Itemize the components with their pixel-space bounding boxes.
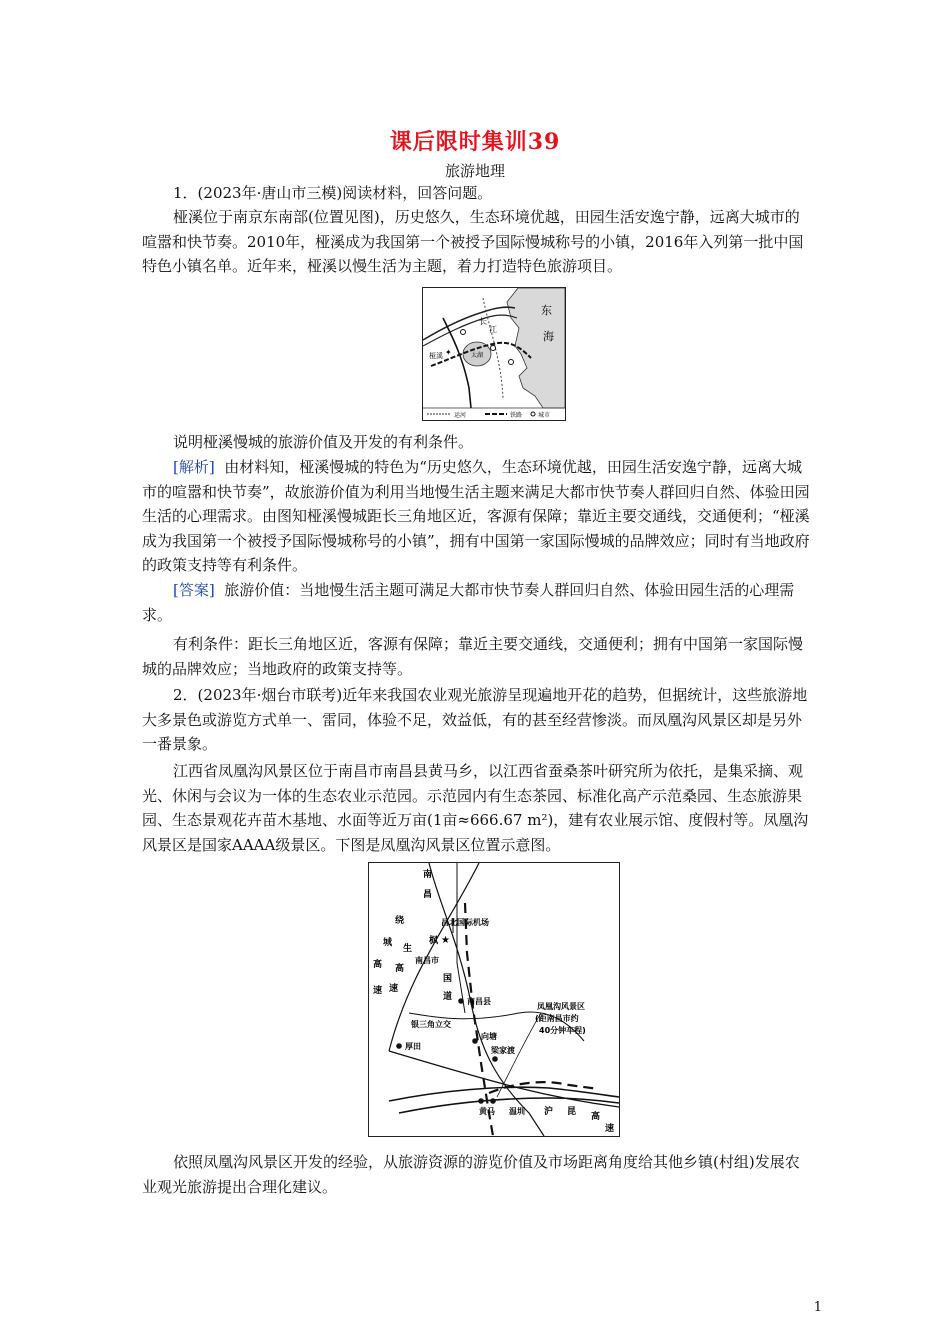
highway-char: 生 (403, 944, 413, 954)
yaxi-star-icon: ✦ (445, 348, 452, 357)
label-river-2: 江 (489, 325, 497, 334)
q1-answer-1: 旅游价值：当地慢生活主题可满足大都市快节奏人群回归自然、体验田园生活的心理需求。 (142, 581, 795, 624)
railway-line-2 (443, 318, 471, 408)
label-houtian: 厚田 (405, 1042, 421, 1051)
label-nanchang-city: 南昌市 (415, 956, 439, 965)
label-lake: 太湖 (471, 352, 484, 359)
q1-question: 说明桠溪慢城的旅游价值及开发的有利条件。 (173, 433, 474, 451)
label-scenic-3: 40分钟车程) (539, 1026, 586, 1035)
hukun-char: 昆 (567, 1107, 577, 1117)
q1-answer-block (142, 578, 810, 627)
ring-road-char: 速 (373, 986, 383, 996)
label-scenic-2: (距南昌市约 (535, 1014, 579, 1023)
hukun-char: 速 (605, 1124, 615, 1134)
ring-road-char: 南 (423, 870, 433, 880)
q2-material: 江西省凤凰沟风景区位于南昌市南昌县黄马乡，以江西省蚕桑茶叶研究所为依托，是集采摘、观光、休闲与会议为一体的生态农业示范园。示范园内有生态茶园、标准化高产示范桑园、生态旅游果园、生态景观花卉苗木基地、水面等近万亩(1亩≈666.67 m²)，建有农业展示馆、度假村等。凤凰沟风景区是国家AAAA级景区。下图是凤凰沟风景区位置示意图。 (142, 762, 809, 854)
scenic-leader-line (497, 1013, 541, 1097)
label-river-1: 长 (479, 317, 487, 326)
label-xiangtang: 向塘 (481, 1032, 497, 1041)
legend-city: 城市 (538, 412, 551, 419)
ring-road-char: 绕 (395, 916, 405, 926)
yaxi-location-map (422, 287, 566, 421)
label-airport: 昌北国际机场 (441, 918, 489, 927)
yaxi-map-svg (423, 288, 565, 420)
hukun-char: 沪 (544, 1107, 554, 1117)
answer-tag: [答案] (173, 581, 215, 599)
east-sea-area (507, 288, 565, 408)
q2-question: 依照凤凰沟风景区开发的经验，从旅游资源的游览价值及市场距离角度给其他乡镇(村组)发展农业观光旅游提出合理化建议。 (142, 1153, 800, 1196)
scenic-point (490, 1098, 496, 1104)
ring-road-char: 城 (383, 938, 393, 948)
label-huangma: 黄马 (479, 1107, 495, 1116)
nanchang-county-point (458, 998, 464, 1004)
huangma-point (478, 1098, 484, 1104)
label-wenxun: 温圳 (509, 1107, 525, 1116)
airport-star-icon: ★ (441, 935, 450, 946)
highway-char: 速 (389, 984, 399, 994)
national-road-char: 道 (443, 992, 453, 1002)
q1-answer-2: 有利条件：距长三角地区近，客源有保障；靠近主要交通线，交通便利；拥有中国第一家国际慢城的品牌效应；当地政府的政策支持等。 (142, 635, 804, 678)
ring-road-char: 高 (373, 960, 383, 970)
page-number: 1 (813, 1300, 822, 1315)
q2-stem: 2．(2023年·烟台市联考)近年来我国农业观光旅游呈现遍地开花的趋势，但据统计，这些旅游地大多景色或游览方式单一、雷同，体验不足，效益低，有的甚至经营惨淡。而凤凰沟风景区却是另外一番景象。 (142, 686, 808, 753)
liangjiadu-point (492, 1056, 498, 1062)
fenghuanggou-location-map (368, 862, 620, 1137)
legend-rail: 铁路 (510, 412, 523, 419)
national-road-char: 国 (443, 974, 453, 984)
label-yaxi: 桠溪 (429, 352, 443, 360)
highway-char: 高 (395, 964, 405, 974)
label-nanchang-county: 南昌县 (467, 997, 491, 1006)
label-scenic-1: 凤凰沟风景区 (537, 1002, 585, 1011)
hukun-char: 高 (591, 1112, 601, 1122)
analysis-tag: [解析] (173, 458, 215, 476)
label-east-2: 海 (543, 330, 554, 343)
page-title: 课后限时集训39 (389, 129, 561, 155)
fenghuanggou-map-svg (369, 863, 619, 1136)
q1-analysis-block (142, 455, 810, 578)
label-feng: 枫 (429, 936, 439, 946)
city-marker (461, 330, 466, 335)
q1-material: 桠溪位于南京东南部(位置见图)，历史悠久，生态环境优越，田园生活安逸宁静，远离大城市的喧嚣和快节奏。2010年，桠溪成为我国第一个被授予国际慢城称号的小镇，2016年入列第一批中国特色小镇名单。近年来，桠溪以慢生活为主题，着力打造特色旅游项目。 (142, 208, 804, 275)
label-interchange: 银三角立交 (411, 1020, 451, 1029)
yangtze-river-bank (423, 315, 517, 346)
q1-analysis: 由材料知，桠溪慢城的特色为“历史悠久，生态环境优越，田园生活安逸宁静，远离大城市的喧嚣和快节奏”，故旅游价值为利用当地慢生活主题来满足大都市快节奏人群回归自然、体验田园生活的心理需求。由图知桠溪慢城距长三角地区近，客源有保障；靠近主要交通线，交通便利；“桠溪成为我国第一个被授予国际慢城称号的小镇”，拥有中国第一家国际慢城的品牌效应；同时有当地政府的政策支持等有利条件。 (142, 458, 810, 574)
xiangtang-point (472, 1038, 478, 1044)
city-marker (491, 346, 496, 351)
label-east-1: 东 (541, 304, 552, 317)
national-road-line (457, 863, 465, 1013)
city-marker (509, 360, 514, 365)
page-subtitle: 旅游地理 (444, 162, 505, 180)
houtian-point (396, 1043, 402, 1049)
ring-road-char: 昌 (423, 890, 433, 900)
label-liangjiadu: 梁家渡 (491, 1046, 515, 1055)
legend-canal: 运河 (454, 412, 467, 419)
q1-stem: 1．(2023年·唐山市三模)阅读材料，回答问题。 (173, 184, 493, 202)
legend-city-symbol (531, 412, 535, 416)
